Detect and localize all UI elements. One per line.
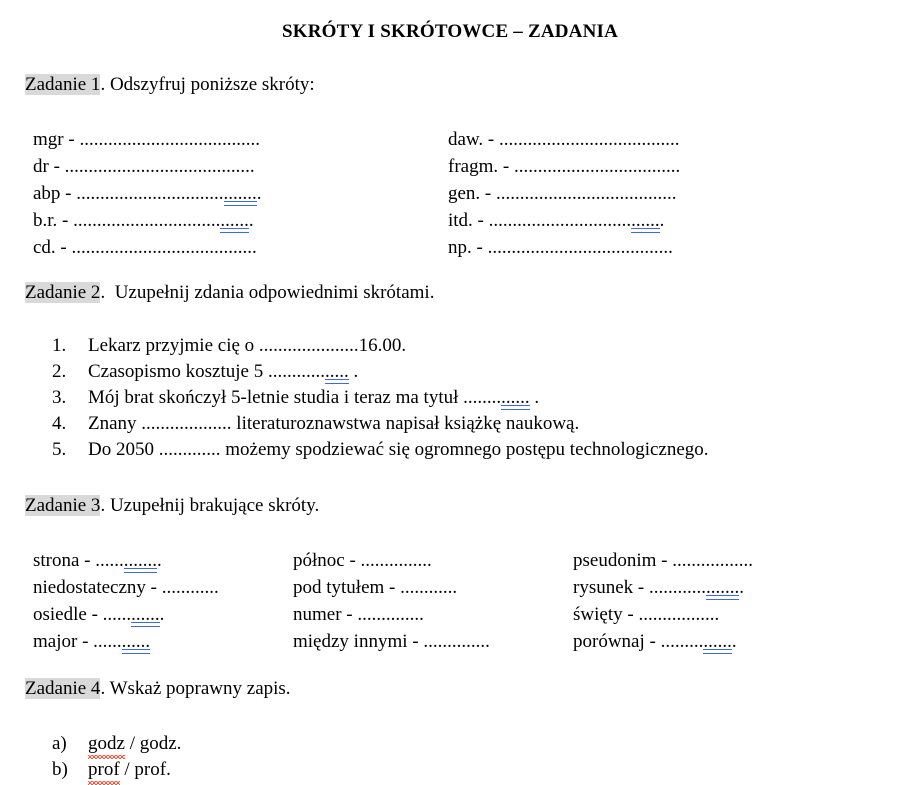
sentence-after: literaturoznawstwa napisał książkę naukową. [231,413,580,434]
fill-in-row[interactable] [33,153,262,180]
list-item[interactable] [0,731,900,757]
grammar-marked-blank[interactable]: ....... [224,180,257,207]
sentence-after: . [529,387,540,408]
term-label: daw. - [448,129,499,150]
grammar-marked-blank[interactable]: ...... [501,385,530,411]
dots-blank[interactable]: ...... [95,550,124,571]
dots-blank[interactable]: ................. [638,604,720,625]
term-label: niedostateczny - [33,577,162,598]
grammar-marked-blank[interactable]: ...... [131,601,160,628]
term-label: święty - [573,604,639,625]
term-label: major - [33,631,94,652]
term-label: pseudonim - [573,550,673,571]
task-1-instruction: . Odszyfruj poniższe skróty: [100,74,315,95]
task-3-column-1 [33,547,219,655]
spelling-marked-word[interactable]: godz [88,731,125,757]
task-1-heading [0,74,315,96]
option-rest: / godz. [124,733,182,754]
term-label: porównaj - [573,631,661,652]
dots-blank[interactable]: ...... [102,604,132,625]
term-label: strona - [33,550,96,571]
term-label: dr - [33,156,65,177]
list-marker: 5. [52,439,67,460]
term-label: np. - [448,237,488,258]
fill-in-row[interactable] [33,547,219,574]
term-label: gen. - [448,183,497,204]
dots-blank[interactable]: .............. [357,604,424,625]
grammar-marked-blank[interactable]: ...... [631,207,660,234]
spelling-marked-word[interactable]: prof [88,757,120,783]
list-marker: b) [52,759,68,780]
dots-blank[interactable]: ........ [463,387,502,408]
task-4-option-list [0,731,900,783]
task-1-label: Zadanie 1 [25,74,101,95]
dots-blank[interactable]: ............. [158,439,221,460]
task-3-column-3 [573,547,753,655]
list-item[interactable] [0,359,900,385]
dots-blank[interactable]: .............................. [488,210,632,231]
dots-blank[interactable]: ............ [400,577,458,598]
fill-in-row[interactable] [573,547,753,574]
fill-in-row[interactable] [448,234,680,261]
fill-in-row[interactable] [33,180,262,207]
term-label: numer - [293,604,358,625]
dots-blank[interactable]: ................... [141,413,232,434]
dots-blank[interactable]: ...................................... [79,129,260,150]
grammar-marked-blank[interactable]: ...... [703,628,732,655]
list-item[interactable] [0,333,900,359]
task-1-answer-grid [0,126,900,266]
task-2-instruction: . Uzupełnij zdania odpowiednimi skrótami. [100,282,435,303]
fill-in-row[interactable] [33,207,262,234]
list-marker: 4. [52,413,67,434]
dots-blank[interactable]: ................. [672,550,753,571]
grammar-marked-blank[interactable]: ..... [325,359,349,385]
task-2-heading [0,282,434,304]
row-tail: . [659,210,665,231]
row-tail: . [256,183,262,204]
fill-in-row[interactable] [573,628,753,655]
dots-blank[interactable]: ........................................ [64,156,255,177]
list-marker: 2. [52,361,67,382]
list-marker: a) [52,733,67,754]
sentence-before: Do 2050 [88,439,159,460]
list-item[interactable] [0,385,900,411]
sentence-after: 16.00. [358,335,407,356]
task-2-sentence-list [0,333,900,463]
option-rest: / prof. [119,759,171,780]
dots-blank[interactable]: ......... [660,631,704,652]
fill-in-row[interactable] [293,601,490,628]
dots-blank[interactable]: ............................... [76,183,224,204]
sentence-after: możemy spodziewać się ogromnego postępu technologicznego. [220,439,709,460]
dots-blank[interactable]: ...................................... [496,183,677,204]
term-label: mgr - [33,129,80,150]
dots-blank[interactable]: ............... [360,550,432,571]
dots-blank[interactable]: ............ [648,577,706,598]
dots-blank[interactable]: ...................................... [499,129,680,150]
fill-in-row[interactable] [33,234,262,261]
task-4-instruction: . Wskaż poprawny zapis. [100,678,291,699]
term-label: pod tytułem - [293,577,401,598]
list-item[interactable] [0,411,900,437]
task-3-instruction: . Uzupełnij brakujące skróty. [100,495,320,516]
page-title: SKRÓTY I SKRÓTOWCE – ZADANIA [281,21,619,42]
grammar-marked-blank[interactable]: ....... [706,574,739,601]
fill-in-row[interactable] [293,547,490,574]
fill-in-row[interactable] [448,180,680,207]
list-item[interactable] [0,757,900,783]
fill-in-row[interactable] [33,574,219,601]
sentence-after: . [348,361,359,382]
row-tail: . [248,210,254,231]
fill-in-row[interactable] [293,628,490,655]
fill-in-row[interactable] [573,574,753,601]
task-2-label: Zadanie 2 [25,282,101,303]
dots-blank[interactable]: ................................... [513,156,681,177]
grammar-marked-blank[interactable]: ...... [220,207,249,234]
task-3-label: Zadanie 3 [25,495,101,516]
dots-blank[interactable]: ............................... [73,210,221,231]
list-item[interactable] [0,437,900,463]
list-marker: 1. [52,335,67,356]
row-tail: . [731,631,737,652]
task-4-heading [0,678,291,700]
dots-blank[interactable]: ............ [267,361,325,382]
task-1-column-right [448,126,680,261]
list-marker: 3. [52,387,67,408]
dots-blank[interactable]: .............. [423,631,490,652]
row-tail: . [159,604,165,625]
task-3-answer-grid [0,547,900,667]
term-label: osiedle - [33,604,103,625]
row-tail: . [157,550,162,571]
fill-in-row[interactable] [293,574,490,601]
dots-blank[interactable]: ...... [93,631,122,652]
fill-in-row[interactable] [448,126,680,153]
sentence-before: Mój brat skończył 5-letnie studia i teraz ma tytuł [88,387,464,408]
term-label: między innymi - [293,631,424,652]
fill-in-row[interactable] [573,601,753,628]
task-3-column-2 [293,547,490,655]
term-label: rysunek - [573,577,649,598]
task-4-label: Zadanie 4 [25,678,101,699]
task-3-heading [0,495,319,517]
grammar-marked-blank[interactable]: ...... [122,628,151,655]
dots-blank[interactable]: ....................................... [487,237,673,258]
sentence-before: Lekarz przyjmie cię o [88,335,259,356]
dots-blank[interactable]: ..................... [258,335,359,356]
fill-in-row[interactable] [33,601,219,628]
fill-in-row[interactable] [448,153,680,180]
term-label: północ - [293,550,361,571]
dots-blank[interactable]: ............ [161,577,219,598]
sentence-before: Czasopismo kosztuje 5 [88,361,268,382]
grammar-marked-blank[interactable]: ....... [124,547,157,574]
fill-in-row[interactable] [448,207,680,234]
sentence-before: Znany [88,413,142,434]
row-tail: . [739,577,744,598]
term-label: b.r. - [33,210,74,231]
term-label: fragm. - [448,156,514,177]
task-1-column-left [33,126,262,261]
term-label: cd. - [33,237,72,258]
dots-blank[interactable]: ....................................... [71,237,257,258]
fill-in-row[interactable] [33,628,219,655]
term-label: itd. - [448,210,489,231]
term-label: abp - [33,183,77,204]
fill-in-row[interactable] [33,126,262,153]
